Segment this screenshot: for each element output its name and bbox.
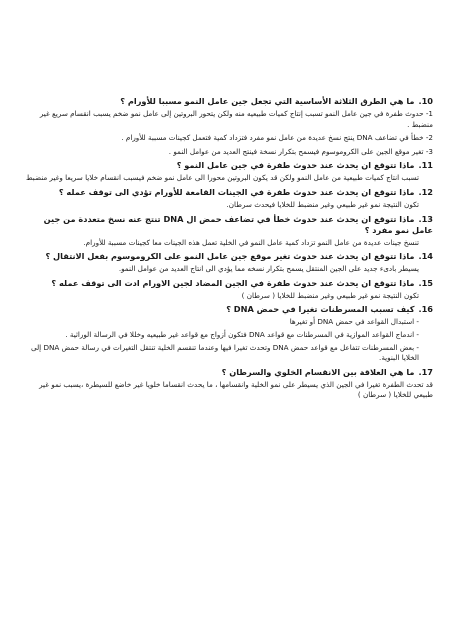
question-12 xyxy=(22,187,433,198)
question-16 xyxy=(22,304,433,315)
answer-14: يسيطر بادىء جديد على الجين المنتقل يسمح بتكرار نسخه مما يؤدي الى انتاج العديد من عوامل النمو. xyxy=(118,264,419,274)
question-number: 10. xyxy=(418,96,433,106)
answer-point-3: 3- تغير موقع الجين على الكروموسوم فيسمح بتكرار نسخة فينتج العديد من عوامل النمو . xyxy=(168,146,433,156)
answer-12: تكون النتيجة نمو غير طبيعي وغير منضبط للخلايا فيحدث سرطان. xyxy=(226,199,419,209)
question-number: 16. xyxy=(418,304,433,315)
list-item: - بعض المسرطنات تتفاعل مع قواعد حمض DNA وتحدث تغيرا فيها وعندما تنقسم الخلية تنتقل التغيرات في رسالة حمض DNA إلى الخلايا البنوية. xyxy=(22,343,419,364)
question-text: ما هي الطرق الثلاثة الأساسية التي تجعل جين عامل النمو مسببا للأورام ؟ xyxy=(120,96,415,106)
question-text: ماذا تتوقع ان يحدث عند حدوث طفرة في الجين المضاد لجين الاورام ادت الى توقف عمله ؟ xyxy=(51,277,415,288)
question-text: ماذا تتوقع ان يحدث عند حدوث طفرة في الجينات القامعة للأورام تؤدي الى توقف عمله ؟ xyxy=(58,186,415,197)
question-text: ماذا تتوقع ان يحدث عند حدوث طفرة في جين عامل النمو ؟ xyxy=(176,160,415,171)
question-number: 17. xyxy=(418,366,433,377)
answer-13: تنسخ جينات عديدة من عامل النمو تزداد كمية عامل النمو في الخلية تعمل هذه الجينات معا كجينات مسببة للأورام. xyxy=(83,237,419,247)
question-number: 13. xyxy=(418,213,433,224)
question-14 xyxy=(22,251,433,262)
question-number: 12. xyxy=(418,186,433,197)
answer-point-1: 1- حدوث طفرة في جين عامل النمو تسبب إنتاج كميات طبيعيه منه ولكن يتحور البروتين إلى عامل نمو ضخم يسبب انقسام سريع غير منضبط . xyxy=(39,109,433,129)
question-number: 15. xyxy=(418,277,433,288)
question-17 xyxy=(22,367,433,378)
question-15 xyxy=(22,278,433,289)
list-item: - استبدال القواعد في حمض DNA أو تغيرها xyxy=(22,317,419,328)
question-number: 11. xyxy=(418,160,433,171)
question-11 xyxy=(22,160,433,171)
question-number: 14. xyxy=(418,251,433,262)
question-text: ماذا تتوقع ان يحدث عند حدوث خطأ في تضاعف حمض ال DNA تنتج عنه نسخ متعددة من جين عامل نمو مفرد ؟ xyxy=(43,213,433,235)
answer-16-list xyxy=(22,317,433,363)
question-10 xyxy=(22,96,433,107)
question-text: ماذا تتوقع ان يحدث عند حدوث تغير موقع جين عامل النمو على الكروموسوم بفعل الانتقال ؟ xyxy=(45,251,415,262)
answer-point-2: 2- خطأ في تضاعف DNA ينتج نسخ عديدة من عامل نمو مفرد فتزداد كمية فتعمل كجينات مسببة للأورام . xyxy=(121,133,433,143)
question-text: ما هي العلاقة بين الانقسام الخلوي والسرطان ؟ xyxy=(221,366,415,377)
question-13 xyxy=(22,214,433,236)
list-item: - اندماج القواعد الموازية في المسرطنات مع قواعد DNA فتكون أزواج مع قواعد غير طبيعيه وخللا في الرسالة الوراثية . xyxy=(22,330,419,341)
answer-17: قد تحدث الطفرة تغيرا في الجين الذي يسيطر على نمو الخلية وانقسامها ، ما يحدث انقساما خلويا غير خاضع للسيطرة ،يسبب نمو غير طبيعي للخلايا ( سرطان ) xyxy=(39,379,433,400)
answer-11: تسبب انتاج كميات طبيعية من عامل النمو ولكن قد يكون البروتين محورا الى عامل نمو ضخم فيسبب انقسام خلايا سريعا وغير منضبط xyxy=(25,173,419,183)
answer-15: تكون النتيجة نمو غير طبيعي وغير منضبط للخلايا ( سرطان ) xyxy=(241,290,419,300)
question-text: كيف تسبب المسرطنات تغيرا في حمض DNA ؟ xyxy=(226,304,415,315)
